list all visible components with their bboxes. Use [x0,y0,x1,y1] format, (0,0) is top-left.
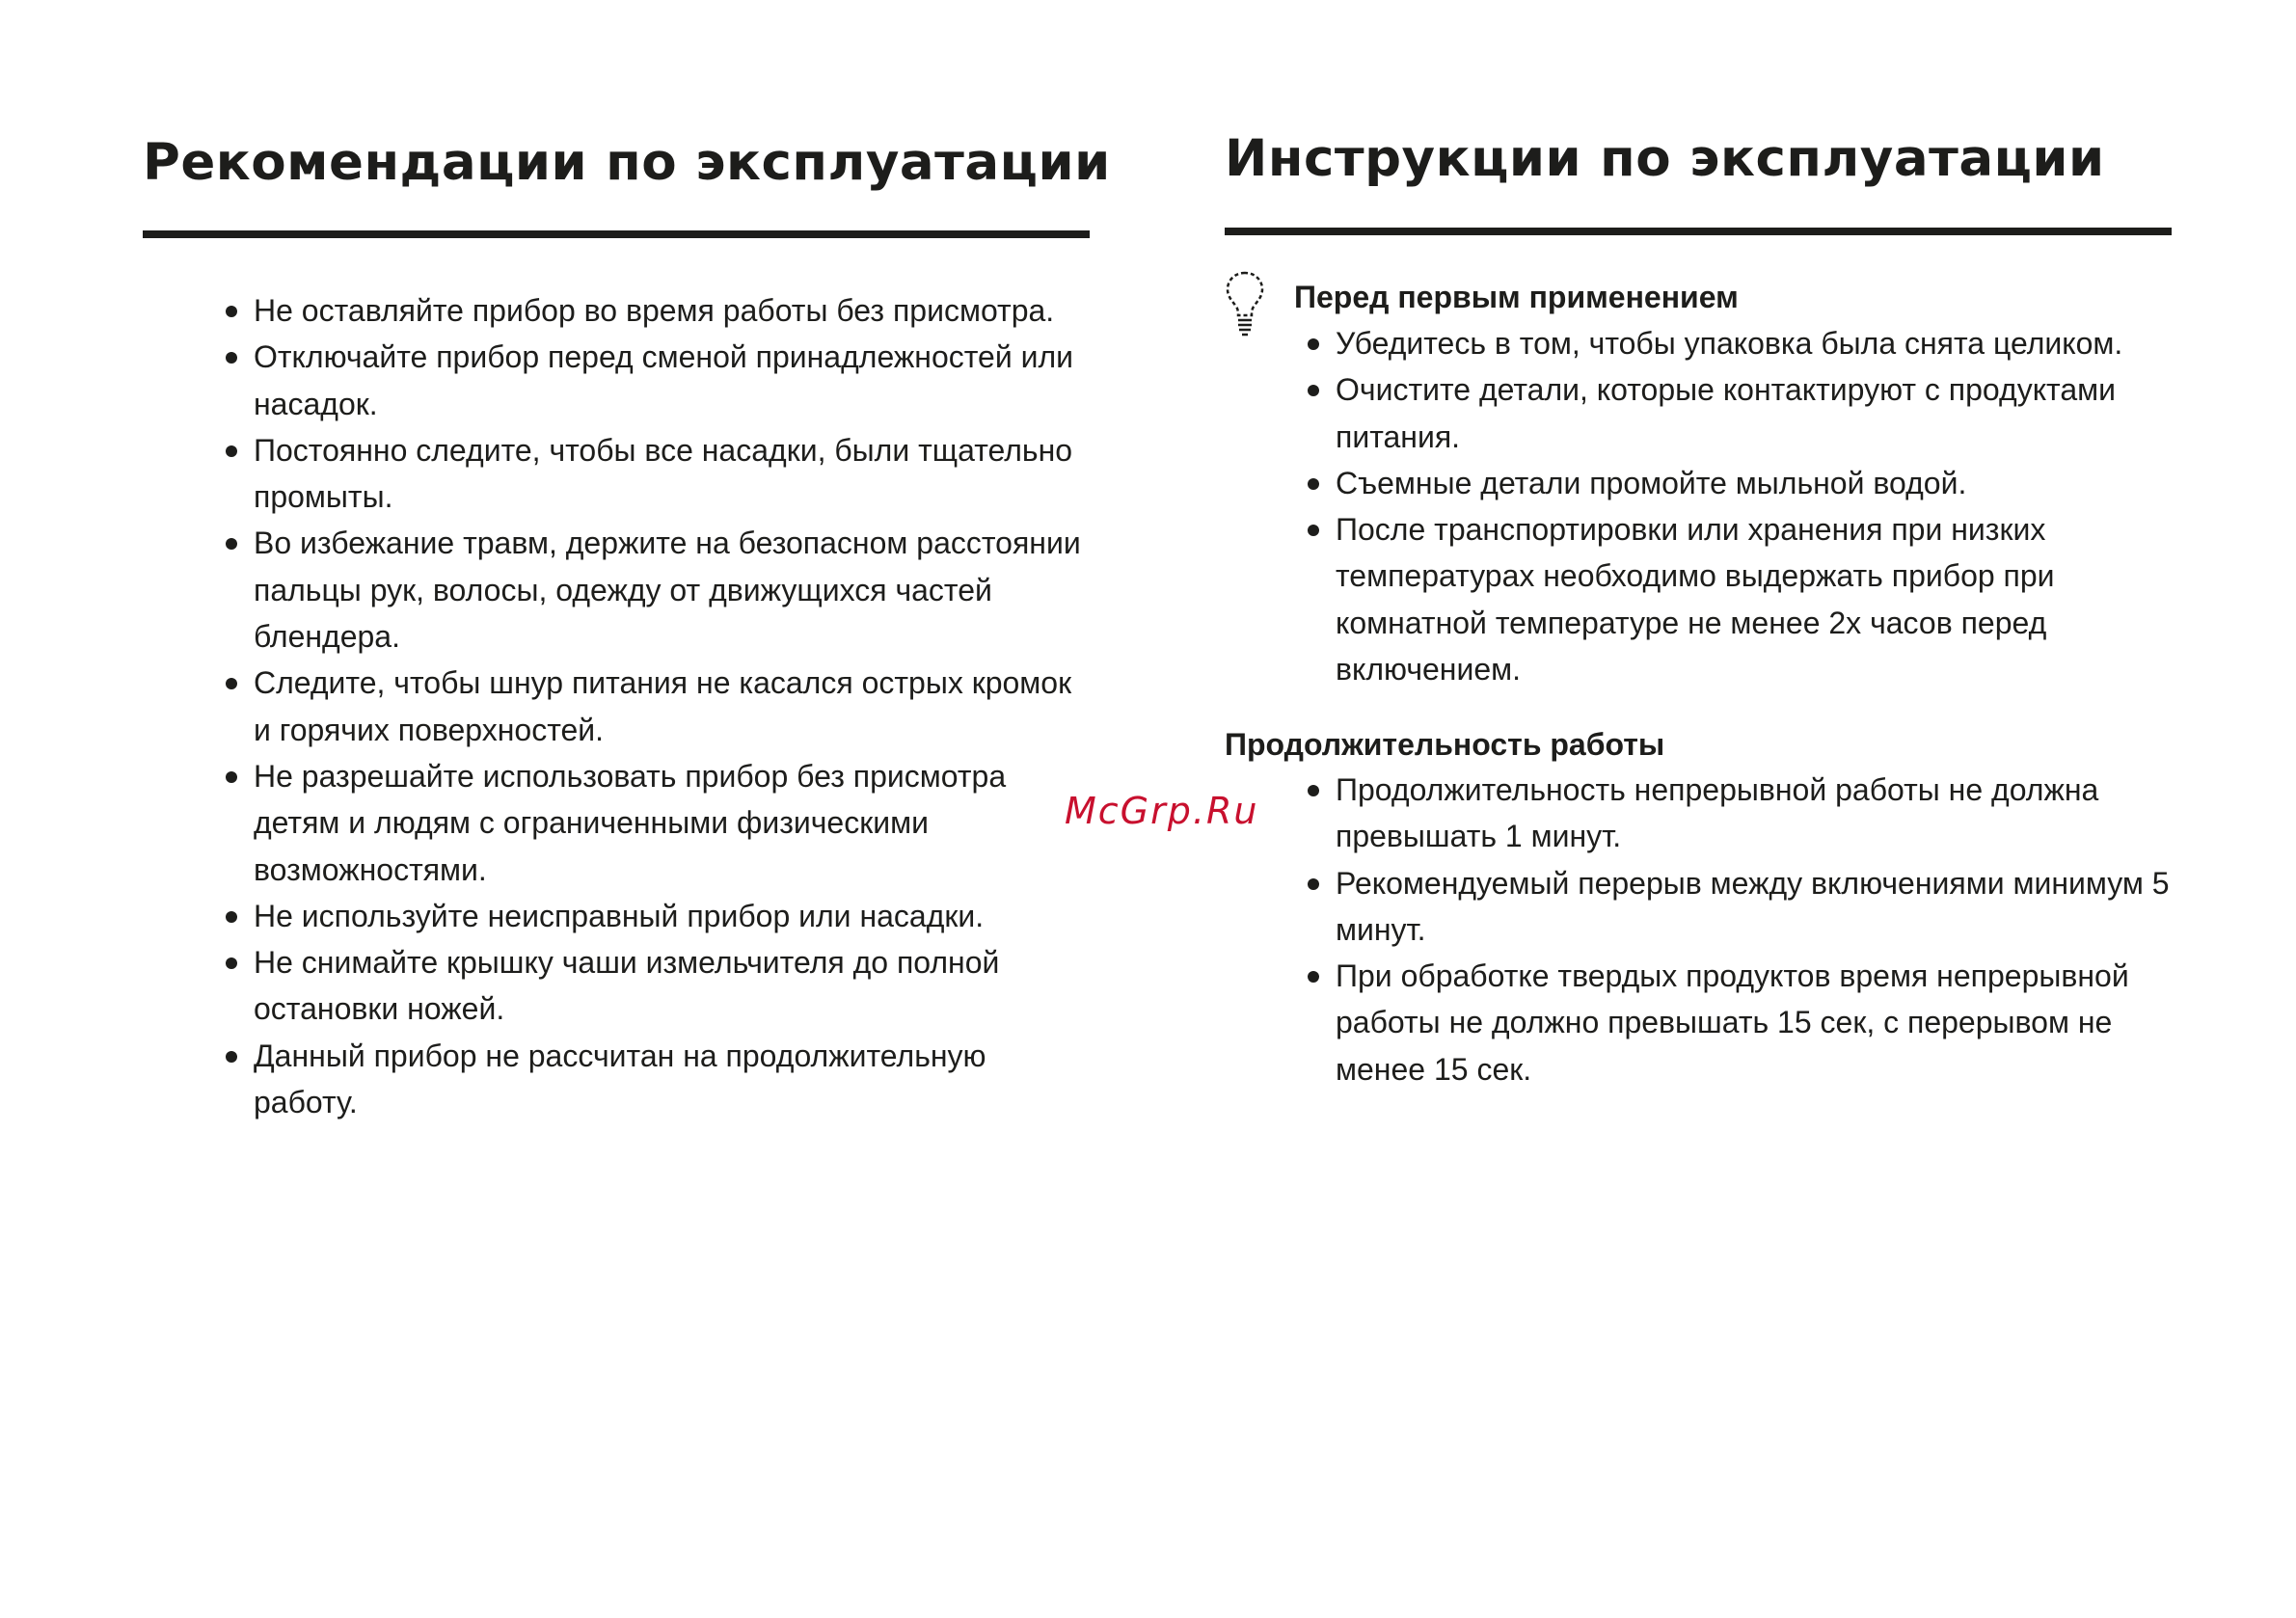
list-item: Съемные детали промойте мыльной водой. [1336,460,2203,506]
watermark: McGrp.Ru [1065,790,1259,832]
list-item: Очистите детали, которые контактируют с продуктами питания. [1336,366,2203,460]
right-heading: Инструкции по эксплуатации [1225,129,2105,188]
section-title-before-first-use: Перед первым применением [1294,280,1739,314]
left-heading: Рекомендации по эксплуатации [143,133,1111,192]
recommendations-list [254,287,1093,1125]
list-item: Рекомендуемый перерыв между включениями минимум 5 минут. [1336,860,2203,954]
list-item: Не разрешайте использовать прибор без присмотра детям и людям с ограниченными физическими возможностями. [254,753,1093,893]
section-title-operating-time: Продолжительность работы [1225,727,1665,762]
list-item: Не используйте неисправный прибор или насадки. [254,893,1093,939]
left-heading-rule [143,230,1090,238]
lightbulb-icon [1225,270,1265,339]
list-item: Не оставляйте прибор во время работы без присмотра. [254,287,1093,334]
before-first-use-list [1336,320,2203,692]
list-item: Следите, чтобы шнур питания не касался острых кромок и горячих поверхностей. [254,660,1093,753]
list-item: Продолжительность непрерывной работы не должна превышать 1 минут. [1336,767,2203,860]
list-item: Во избежание травм, держите на безопасном расстоянии пальцы рук, волосы, одежду от движущихся частей блендера. [254,520,1093,660]
list-item: Не снимайте крышку чаши измельчителя до полной остановки ножей. [254,939,1093,1033]
right-heading-rule [1225,228,2172,235]
list-item: Постоянно следите, чтобы все насадки, были тщательно промыты. [254,427,1093,521]
list-item: Данный прибор не рассчитан на продолжительную работу. [254,1033,1093,1126]
list-item: При обработке твердых продуктов время непрерывной работы не должно превышать 15 сек, с перерывом не менее 15 сек. [1336,953,2203,1092]
list-item: После транспортировки или хранения при низких температурах необходимо выдержать прибор при комнатной температуре не менее 2х часов перед включением. [1336,506,2203,692]
operating-time-list [1336,767,2203,1092]
list-item: Отключайте прибор перед сменой принадлежностей или насадок. [254,334,1093,427]
list-item: Убедитесь в том, чтобы упаковка была снята целиком. [1336,320,2203,366]
